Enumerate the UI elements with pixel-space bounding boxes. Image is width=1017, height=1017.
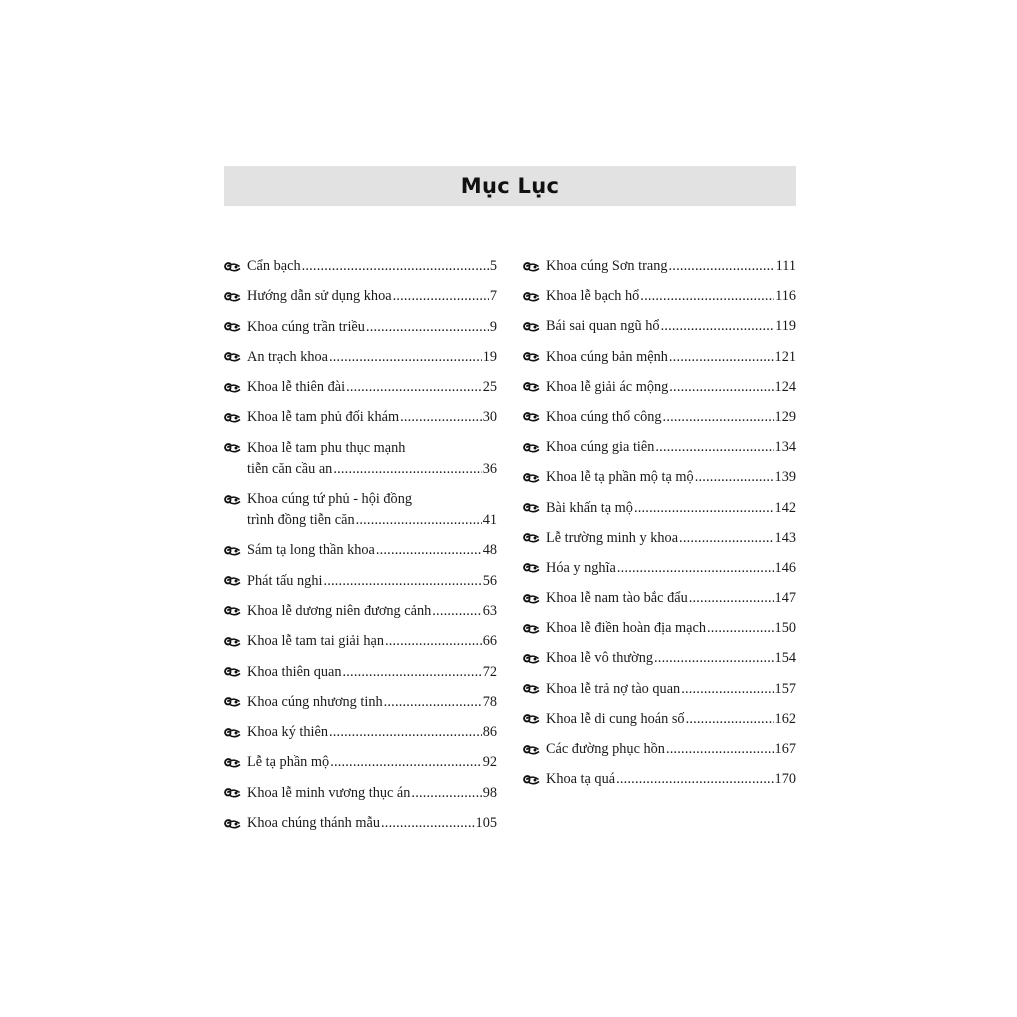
page-number: 63 — [482, 602, 497, 619]
toc-entry-line — [247, 783, 497, 804]
toc-entry-title: Khoa cúng thổ công — [546, 408, 662, 425]
page-number: 25 — [482, 379, 497, 396]
toc-entry-text — [247, 540, 497, 561]
toc-entry-title: Khoa ký thiên — [247, 724, 328, 741]
toc-entry-title: Khoa lễ tạ phần mộ tạ mộ — [546, 469, 694, 486]
toc-entry-text — [247, 489, 497, 531]
dot-leader — [381, 813, 475, 834]
toc-entry-line — [546, 679, 796, 700]
fleuron-bullet-icon — [224, 631, 247, 652]
toc-entry-text — [546, 377, 796, 398]
toc-entry — [224, 489, 497, 531]
toc-entry-text — [247, 317, 497, 338]
toc-entry-text — [247, 286, 497, 307]
toc-entry — [523, 648, 796, 669]
toc-entry-title: Khoa lễ thiên đài — [247, 379, 346, 396]
toc-entry-title: Khoa lễ tam phu thục mạnh — [247, 439, 406, 456]
toc-entry-text — [247, 722, 497, 743]
toc-entry-title: Khoa lễ tam tai giải hạn — [247, 633, 384, 650]
toc-entry-text — [247, 783, 497, 804]
dot-leader — [333, 459, 481, 480]
toc-entry-title: Khoa lễ điền hoàn địa mạch — [546, 620, 706, 637]
fleuron-bullet-icon — [523, 467, 546, 488]
toc-entry-line — [247, 752, 497, 773]
toc-entry-line — [546, 316, 796, 337]
toc-entry-title: trình đồng tiễn căn — [247, 512, 355, 529]
fleuron-bullet-icon — [224, 571, 247, 592]
toc-entry-text — [247, 813, 497, 834]
page-number: 98 — [482, 784, 497, 801]
dot-leader — [329, 347, 482, 368]
fleuron-bullet-icon — [224, 286, 247, 307]
toc-entry-title: Khoa cúng tứ phủ - hội đồng — [247, 491, 412, 508]
toc-entry — [523, 347, 796, 368]
page-number: 78 — [482, 693, 497, 710]
page-number: 143 — [774, 529, 796, 546]
toc-entry — [523, 679, 796, 700]
toc-entry-text — [247, 256, 497, 277]
toc-entry-line — [546, 769, 796, 790]
toc-entry-title: Bài khấn tạ mộ — [546, 499, 633, 516]
toc-entry-title: Khoa thiên quan — [247, 663, 342, 680]
toc-entry — [523, 407, 796, 428]
toc-entry-title: Khoa lễ di cung hoán số — [546, 710, 685, 727]
toc-entry-line — [247, 662, 497, 683]
toc-entry — [224, 317, 497, 338]
fleuron-bullet-icon — [523, 558, 546, 579]
dot-leader — [346, 377, 482, 398]
page-number: 124 — [774, 378, 796, 395]
toc-entry-title: An trạch khoa — [247, 348, 328, 365]
dot-leader — [330, 752, 482, 773]
toc-entry-title: Khoa lễ bạch hổ — [546, 288, 640, 305]
toc-entry-line — [247, 286, 497, 307]
fleuron-bullet-icon — [523, 739, 546, 760]
toc-entry-line — [247, 601, 497, 622]
page-number: 105 — [475, 815, 497, 832]
fleuron-bullet-icon — [224, 692, 247, 713]
toc-entry — [523, 618, 796, 639]
dot-leader — [669, 377, 773, 398]
toc-entry-text — [546, 347, 796, 368]
dot-leader — [654, 648, 774, 669]
page-number: 72 — [482, 663, 497, 680]
fleuron-bullet-icon — [523, 528, 546, 549]
page-number: 121 — [774, 348, 796, 365]
toc-entry-line — [546, 256, 796, 277]
dot-leader — [329, 722, 482, 743]
fleuron-bullet-icon — [523, 437, 546, 458]
toc-entry — [523, 498, 796, 519]
toc-entry-title: Khoa lễ vô thường — [546, 650, 654, 667]
fleuron-bullet-icon — [224, 752, 247, 773]
toc-entry-title: Khoa lễ minh vương thục án — [247, 784, 411, 801]
toc-entry-line — [247, 256, 497, 277]
dot-leader — [655, 437, 773, 458]
page-title: Mục Lục — [460, 174, 560, 198]
dot-leader — [376, 540, 482, 561]
toc-entry-line — [247, 631, 497, 652]
toc-entry — [224, 752, 497, 773]
page-number: 134 — [774, 439, 796, 456]
toc-entry-title: Khoa lễ dương niên đương cảnh — [247, 602, 432, 619]
toc-entry — [224, 692, 497, 713]
toc-entry-text — [546, 528, 796, 549]
toc-entry — [523, 709, 796, 730]
toc-entry-text — [546, 498, 796, 519]
fleuron-bullet-icon — [523, 316, 546, 337]
toc-entry-line — [546, 648, 796, 669]
fleuron-bullet-icon — [224, 317, 247, 338]
toc-entry-text — [546, 618, 796, 639]
toc-entry-text — [546, 769, 796, 790]
fleuron-bullet-icon — [523, 256, 546, 277]
toc-entry — [523, 528, 796, 549]
dot-leader — [666, 739, 774, 760]
toc-entry — [224, 377, 497, 398]
dot-leader — [707, 618, 774, 639]
toc-entry-text — [247, 662, 497, 683]
toc-entry — [523, 377, 796, 398]
fleuron-bullet-icon — [523, 769, 546, 790]
toc-entry — [224, 256, 497, 277]
dot-leader — [663, 407, 774, 428]
fleuron-bullet-icon — [523, 286, 546, 307]
toc-entry — [224, 813, 497, 834]
page-number: 92 — [482, 754, 497, 771]
dot-leader — [323, 571, 481, 592]
toc-entry-title: Khoa cúng Sơn trang — [546, 258, 668, 274]
toc-entry-text — [247, 438, 497, 480]
toc-entry-line — [546, 498, 796, 519]
toc-entry — [523, 467, 796, 488]
toc-entry-line — [546, 467, 796, 488]
toc-entry-line — [247, 510, 497, 531]
dot-leader — [411, 783, 481, 804]
dot-leader — [634, 498, 774, 519]
page-number: 19 — [482, 348, 497, 365]
toc-entry — [224, 286, 497, 307]
toc-entry — [224, 783, 497, 804]
toc-entry-line — [546, 347, 796, 368]
page-number: 5 — [489, 258, 497, 274]
dot-leader — [385, 631, 482, 652]
toc-entry-title: Khoa lễ tam phủ đối khám — [247, 409, 400, 426]
toc-entry — [523, 769, 796, 790]
dot-leader — [640, 286, 774, 307]
toc-entry — [523, 588, 796, 609]
toc-entry — [224, 662, 497, 683]
toc-entry-line — [247, 407, 497, 428]
toc-entry — [224, 571, 497, 592]
page-number: 116 — [775, 288, 796, 305]
toc-entry-title: Khoa chúng thánh mẫu — [247, 815, 381, 832]
toc-entry — [523, 256, 796, 277]
toc-entry-line — [546, 377, 796, 398]
fleuron-bullet-icon — [224, 540, 247, 561]
toc-entry-text — [546, 286, 796, 307]
toc-entry-text — [247, 631, 497, 652]
page-number: 48 — [482, 542, 497, 559]
toc-entry — [224, 722, 497, 743]
toc-entry-title: Khoa cúng gia tiên — [546, 439, 655, 456]
toc-entry-text — [546, 316, 796, 337]
toc-entry-text — [546, 467, 796, 488]
page-number: 9 — [489, 318, 497, 335]
toc-entry-line — [247, 438, 497, 459]
toc-entry-line — [247, 459, 497, 480]
dot-leader — [617, 558, 774, 579]
toc-entry-line — [546, 739, 796, 760]
toc-entry-title: Khoa cúng nhương tinh — [247, 693, 383, 710]
toc-entry-line — [247, 722, 497, 743]
fleuron-bullet-icon — [224, 489, 247, 510]
dot-leader — [616, 769, 773, 790]
page-number: 86 — [482, 724, 497, 741]
toc-entry-title: Khoa lễ trả nợ tào quan — [546, 680, 681, 697]
dot-leader — [669, 347, 774, 368]
page-number: 36 — [482, 460, 497, 477]
dot-leader — [661, 316, 775, 337]
toc-entry — [523, 739, 796, 760]
fleuron-bullet-icon — [224, 438, 247, 459]
page-number: 150 — [774, 620, 796, 637]
fleuron-bullet-icon — [523, 498, 546, 519]
toc-entry-title: Khoa tạ quá — [546, 771, 616, 788]
fleuron-bullet-icon — [224, 813, 247, 834]
toc-entry-text — [546, 709, 796, 730]
dot-leader — [681, 679, 773, 700]
toc-entry-text — [247, 571, 497, 592]
toc-entry-line — [247, 692, 497, 713]
toc-entry-text — [247, 752, 497, 773]
toc-entry-line — [546, 618, 796, 639]
toc-entry-line — [546, 437, 796, 458]
fleuron-bullet-icon — [224, 601, 247, 622]
toc-entry-line — [247, 377, 497, 398]
page-number: 119 — [775, 318, 796, 335]
fleuron-bullet-icon — [523, 407, 546, 428]
toc-entry — [523, 558, 796, 579]
page-number: 157 — [774, 680, 796, 697]
page-number: 146 — [774, 559, 796, 576]
dot-leader — [343, 662, 482, 683]
toc-entry-title: Hướng dẫn sử dụng khoa — [247, 288, 392, 305]
fleuron-bullet-icon — [224, 347, 247, 368]
dot-leader — [679, 528, 774, 549]
dot-leader — [393, 286, 489, 307]
fleuron-bullet-icon — [523, 679, 546, 700]
fleuron-bullet-icon — [523, 377, 546, 398]
toc-entry-text — [546, 437, 796, 458]
fleuron-bullet-icon — [224, 256, 247, 277]
dot-leader — [669, 256, 775, 277]
toc-entry-title: Phát tấu nghi — [247, 572, 323, 589]
toc-entry-title: Khoa lễ nam tào bắc đẩu — [546, 590, 688, 607]
toc-entry-text — [247, 601, 497, 622]
toc-entry — [523, 286, 796, 307]
toc-entry-line — [247, 813, 497, 834]
fleuron-bullet-icon — [224, 722, 247, 743]
dot-leader — [356, 510, 482, 531]
toc-entry-line — [546, 407, 796, 428]
toc-entry-text — [546, 256, 796, 277]
toc-entry-line — [247, 317, 497, 338]
toc-entry-line — [247, 571, 497, 592]
page-number: 66 — [482, 633, 497, 650]
toc-entry — [224, 631, 497, 652]
page-number: 170 — [774, 771, 796, 788]
page-number: 7 — [489, 288, 497, 305]
toc-entry-title: Lễ tạ phần mộ — [247, 754, 330, 771]
toc-entry — [224, 540, 497, 561]
page-number: 30 — [482, 409, 497, 426]
toc-entry-text — [546, 739, 796, 760]
fleuron-bullet-icon — [224, 377, 247, 398]
dot-leader — [400, 407, 482, 428]
toc-entry — [523, 316, 796, 337]
page-number: 56 — [482, 572, 497, 589]
toc-entry-text — [247, 692, 497, 713]
toc-entry — [224, 407, 497, 428]
fleuron-bullet-icon — [523, 347, 546, 368]
page-number: 162 — [774, 710, 796, 727]
toc-entry-title: tiễn căn cầu an — [247, 460, 333, 477]
toc-entry-text — [546, 648, 796, 669]
toc-entry-text — [546, 588, 796, 609]
toc-entry-line — [546, 558, 796, 579]
toc-entry-line — [247, 489, 497, 510]
toc-entry-title: Hóa y nghĩa — [546, 559, 616, 576]
toc-entry-title: Sám tạ long thần khoa — [247, 542, 375, 559]
fleuron-bullet-icon — [523, 648, 546, 669]
dot-leader — [302, 256, 489, 277]
page-number: 111 — [775, 258, 796, 274]
toc-entry-line — [546, 588, 796, 609]
toc-entry-line — [247, 540, 497, 561]
toc-entry-title: Lễ trường minh y khoa — [546, 529, 679, 546]
page-number: 167 — [774, 741, 796, 757]
dot-leader — [686, 709, 774, 730]
fleuron-bullet-icon — [224, 407, 247, 428]
toc-entry-title: Khoa lễ giải ác mộng — [546, 378, 669, 395]
toc-entry-text — [546, 558, 796, 579]
page-number: 139 — [774, 469, 796, 486]
toc-title-bar — [224, 166, 796, 206]
toc-entry-text — [247, 377, 497, 398]
toc-entry-text — [247, 407, 497, 428]
dot-leader — [366, 317, 489, 338]
dot-leader — [695, 467, 774, 488]
fleuron-bullet-icon — [224, 662, 247, 683]
toc-entry — [523, 437, 796, 458]
fleuron-bullet-icon — [523, 709, 546, 730]
page-number: 147 — [774, 590, 796, 607]
toc-entry-text — [546, 407, 796, 428]
page-number: 142 — [774, 499, 796, 516]
toc-entry-line — [546, 528, 796, 549]
page-number: 154 — [774, 650, 796, 667]
dot-leader — [432, 601, 481, 622]
dot-leader — [384, 692, 482, 713]
toc-entry — [224, 601, 497, 622]
toc-entry-title: Khoa cúng trần triều — [247, 318, 365, 335]
toc-entry-line — [546, 709, 796, 730]
page-number: 41 — [482, 512, 497, 529]
dot-leader — [689, 588, 774, 609]
toc-entry-text — [546, 679, 796, 700]
toc-entry-title: Cẩn bạch — [247, 258, 301, 274]
toc-entry — [224, 347, 497, 368]
fleuron-bullet-icon — [224, 783, 247, 804]
toc-entry-title: Khoa cúng bản mệnh — [546, 348, 668, 365]
toc-entry-line — [546, 286, 796, 307]
fleuron-bullet-icon — [523, 588, 546, 609]
toc-entry-line — [247, 347, 497, 368]
toc-entry-title: Các đường phục hồn — [546, 741, 665, 757]
toc-entry — [224, 438, 497, 480]
toc-left-column — [224, 256, 497, 843]
fleuron-bullet-icon — [523, 618, 546, 639]
toc-entry-title: Bái sai quan ngũ hổ — [546, 318, 660, 335]
toc-right-column — [523, 256, 796, 799]
page-number: 129 — [774, 408, 796, 425]
toc-entry-text — [247, 347, 497, 368]
